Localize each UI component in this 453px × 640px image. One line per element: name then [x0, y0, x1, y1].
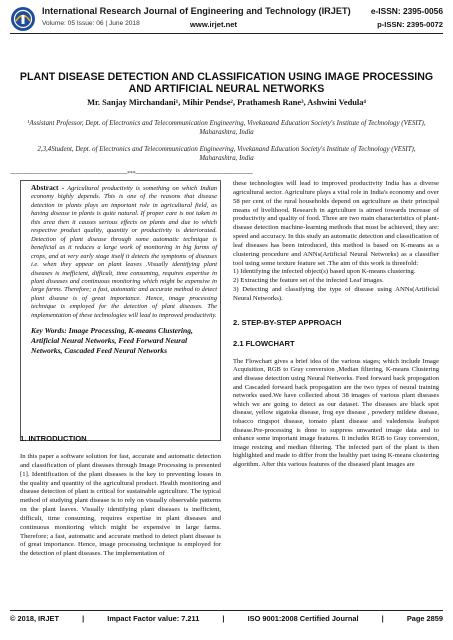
- intro-paragraph: In this paper a software solution for fast, accurate and automatic detection and classification of plant diseases through Image Processing is presented [1]. Identification of the plant diseases is the key to preventing losses in the quality and quantity of the agricultural product. Health monitoring and disease detection of plant is critical for sustainable agriculture. The typical method of studying plant disease is to rely on visually observable patterns on the plant leaves. Visually identifying plant diseases is inefficient, difficult, time consuming, requires expertise in plant diseases and continuous monitoring which might be expensive in large farms. Therefore; a fast, automatic and accurate method to detect plant disease is of great importance. Hence, image processing technique is employed for the detection of plant diseases. The implementation of: [20, 453, 221, 558]
- footer-separator: |: [222, 614, 225, 623]
- pissn: p-ISSN: 2395-0072: [377, 20, 443, 29]
- objective-item-1: 1) Identifying the infected object(s) based upon K-means clustering.: [233, 268, 416, 276]
- right-paragraph-1: these technologies will lead to improved productivity India has a diverse agricultural sector. Agriculture plays a vital role in India's economy and over 58 per cent of the rural households depend on agriculture as their principal means of livelihood. Research in agriculture is aimed towards increase of productivity and quality of food. Three are two main characteristics of plant-disease detection machine-learning methods that must be achieved, they are: speed and accuracy. In this study an automatic detection and classification of leaf diseases has been introduced, this method is based on K-means as a clustering procedure and ANNs(Artificial Neural Networks) as a classifier tool using some texture feature set .The aim of this work is threefold:: [233, 180, 439, 267]
- impact-factor: Impact Factor value: 7.211: [107, 614, 200, 623]
- abstract-box: [20, 180, 221, 441]
- left-column: [20, 434, 221, 559]
- iso-certification: ISO 9001:2008 Certified Journal: [247, 614, 359, 623]
- abstract-body: [31, 184, 217, 320]
- paper-title: PLANT DISEASE DETECTION AND CLASSIFICATION USING IMAGE PROCESSING AND ARTIFICIAL NEURAL NETWORKS: [19, 71, 434, 95]
- abstract-text: Agricultural productivity is something on which Indian economy highly depends. This is one of the reasons that disease detection in plants plays an important role in agricultural field, as having disease in plants is quite natural. If proper care is not taken in this area then it causes serious effects on plants and due to which respective product quality, quantity or productivity is deteriorated. Detection of plant disease through some automatic technique is beneficial as it reduces a large work of monitoring in big farms of crops, and at very early stage itself it detects the symptoms of diseases i.e. when they appear on plant leaves .Visually identifying plant diseases is inefficient, difficult, time consuming, requires expertise in plant diseases and continuous monitoring which might be expensive in large farms. Therefore; a fast, automatic and accurate method to detect plant disease is of great importance. Hence, image processing technique is employed for the detection of plant diseases. The implementation of these technologies will lead to improved productivity.: [31, 185, 218, 319]
- journal-name: International Research Journal of Engineering and Technology (IRJET): [42, 6, 351, 16]
- footer-separator: |: [82, 614, 85, 623]
- affiliation-2: 2,3,4Student, Dept. of Electronics and Telecommunication Engineering, Vivekanand Education Society's Institute of Technology (VESIT), Maharashtra, India: [37, 146, 416, 162]
- section-2-heading: 2. STEP-BY-STEP APPROACH: [233, 317, 342, 327]
- page-number: Page 2859: [406, 614, 443, 623]
- objective-item-3: 3) Detecting and classifying the type of disease using ANNs(Artificial Neural Networks).: [233, 286, 439, 302]
- footer: [10, 614, 443, 623]
- intro-heading: 1. INTRODUCTION: [20, 434, 87, 443]
- section-separator: ---------------------------------------------------------------------***---------------------------------------------------------------------: [10, 171, 253, 177]
- header-divider: [10, 33, 443, 34]
- keywords: Key Words: Image Processing, K-means Clustering, Artificial Neural Networks, Feed Forward Neural Networks, Cascaded Feed Neural Networks: [31, 326, 193, 356]
- right-column: [233, 180, 439, 470]
- volume-issue: Volume: 05 Issue: 06 | June 2018: [42, 20, 140, 27]
- footer-separator: |: [381, 614, 384, 623]
- abstract-label: Abstract -: [31, 183, 65, 192]
- affiliation-1: ¹Assistant Professor, Dept. of Electronics and Telecommunication Engineering, Vivekanand Education Society's Institute of Technology (VESIT), Maharashtra, India: [27, 120, 426, 136]
- eissn: e-ISSN: 2395-0056: [370, 6, 443, 16]
- author-list: Mr. Sanjay Mirchandani¹, Mihir Pendse², Prathamesh Rane³, Ashwini Vedula⁴: [87, 98, 366, 107]
- journal-website-link[interactable]: www.irjet.net: [190, 20, 237, 29]
- flowchart-paragraph: The Flowchart gives a brief idea of the various stages; which include Image Acquisition, RGB to Gray conversion ,Median filtering, K-means Clustering and disease detection using Neural Networks. Feed forward back propogation and Cascaded forward back propogation are the two types of neural training networks used.We have collected about 38 images of various plant diseases which we are going to detect as our dataset. The diseases are black spot disease, yellow sigatoka disease, frog eye disease , powdery mildew disease, tobacco ringspot disease, tomato plant disease and valedensia leafspot disease.Pre-processing is done to suppress unwanted image data and to enhance some important image features. It includes RGB to Gray conversion, image resizing and median filtering. The infected part of the plant is then highlighted and made to differ from the healthy part using K-means clustering algorithm. After this various features of the diseased plant images are: [233, 357, 439, 468]
- irjet-logo-icon: [10, 6, 36, 32]
- footer-divider: [10, 610, 443, 611]
- objective-item-2: 2) Extracting the feature set of the infected Leaf images.: [233, 277, 384, 285]
- copyright: © 2018, IRJET: [10, 614, 59, 623]
- section-2-1-heading: 2.1 FLOWCHART: [233, 338, 295, 348]
